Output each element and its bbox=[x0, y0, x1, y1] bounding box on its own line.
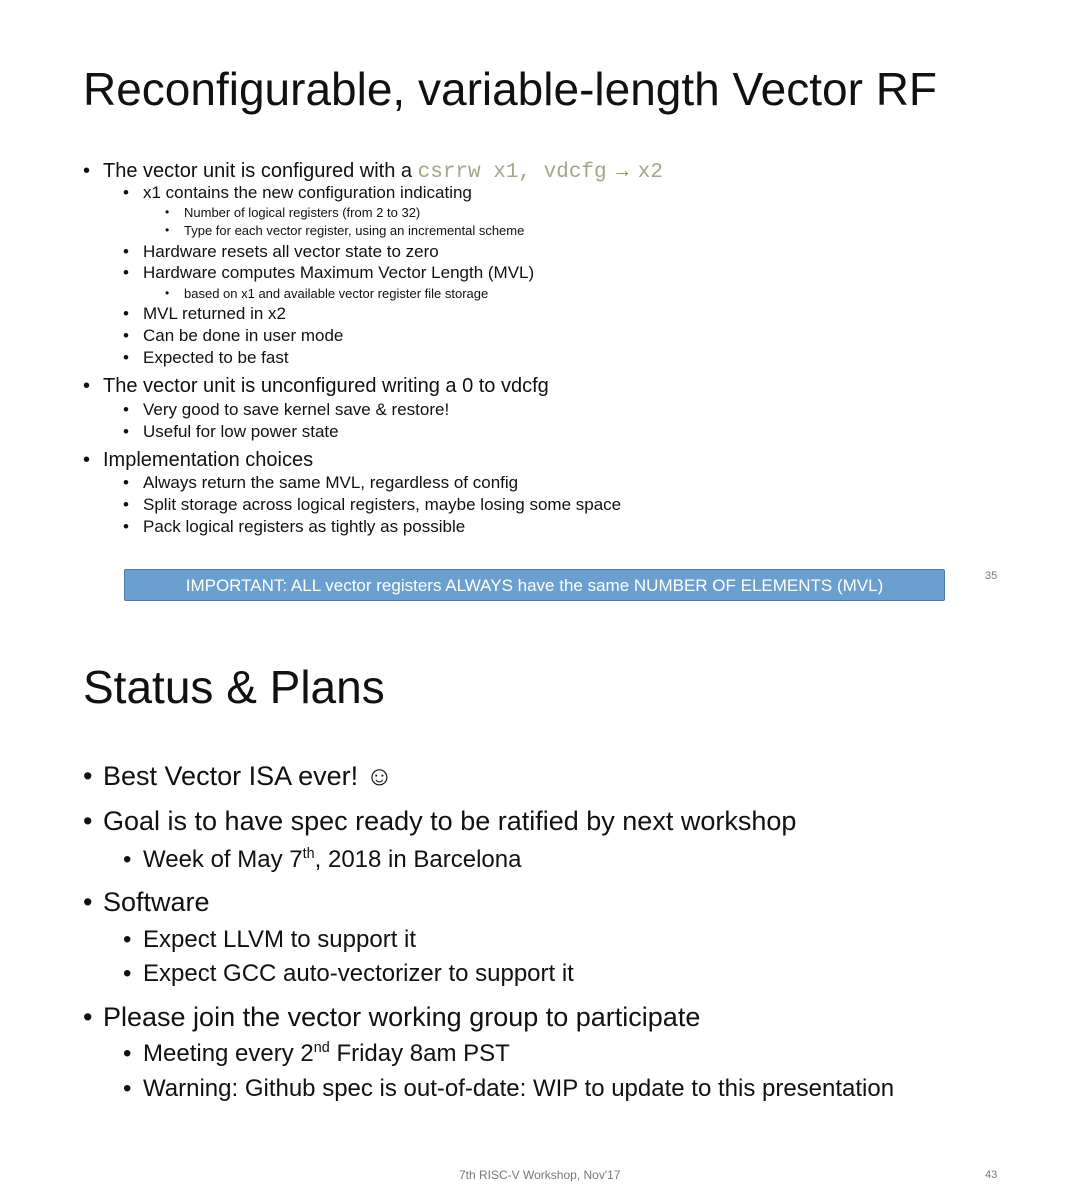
list-item: • Best Vector ISA ever! ☺ bbox=[103, 760, 796, 805]
bullet-list bbox=[103, 159, 663, 186]
bullet-list bbox=[103, 448, 313, 474]
list-item: • Type for each vector register, using an incremental scheme bbox=[184, 223, 524, 241]
list-item: • Expect GCC auto-vectorizer to support it bbox=[143, 960, 574, 994]
important-callout: IMPORTANT: ALL vector registers ALWAYS have the same NUMBER OF ELEMENTS (MVL) bbox=[124, 569, 945, 601]
page-number: 43 bbox=[985, 1169, 998, 1181]
list-item: • Software bbox=[103, 886, 210, 926]
list-item: • Can be done in user mode bbox=[143, 326, 343, 348]
slide-title: Reconfigurable, variable-length Vector RF bbox=[83, 63, 938, 115]
sub-bullet-list bbox=[143, 1040, 894, 1110]
sub-sub-bullet-list bbox=[184, 205, 524, 241]
list-item: • MVL returned in x2 bbox=[143, 304, 343, 326]
sub-bullet-list bbox=[143, 846, 521, 886]
list-item: • The vector unit is unconfigured writing a 0 to vdcfg bbox=[103, 374, 549, 400]
list-item: • Implementation choices bbox=[103, 448, 313, 474]
list-item: • Expect LLVM to support it bbox=[143, 926, 574, 960]
bullet-list bbox=[103, 1001, 700, 1039]
page-number: 35 bbox=[985, 570, 998, 582]
code-snippet: csrrw x1, vdcfg bbox=[417, 161, 607, 184]
slide-title: Status & Plans bbox=[83, 661, 385, 713]
list-item: • Useful for low power state bbox=[143, 422, 449, 444]
list-item: • Always return the same MVL, regardless of config bbox=[143, 473, 621, 495]
slide-footer: 7th RISC-V Workshop, Nov'17 bbox=[459, 1168, 621, 1182]
list-item: • Goal is to have spec ready to be ratified by next workshop bbox=[103, 805, 796, 842]
list-item: • The vector unit is configured with a csrrw x1, vdcfg → x2 bbox=[103, 159, 663, 186]
bullet-list bbox=[103, 886, 210, 926]
code-target: x2 bbox=[637, 161, 663, 184]
list-item: • Split storage across logical registers, maybe losing some space bbox=[143, 495, 621, 517]
list-item: • Pack logical registers as tightly as possible bbox=[143, 517, 621, 539]
list-item: • Warning: Github spec is out-of-date: WIP to update to this presentation bbox=[143, 1075, 894, 1110]
slide-status-plans bbox=[0, 615, 1081, 1200]
arrow-icon: → bbox=[612, 160, 633, 182]
list-item: • Hardware resets all vector state to zero bbox=[143, 242, 534, 263]
sub-bullet-list bbox=[143, 242, 534, 284]
sub-bullet-list bbox=[143, 473, 621, 539]
list-item: • Meeting every 2nd Friday 8am PST bbox=[143, 1040, 894, 1075]
list-item: • Expected to be fast bbox=[143, 348, 343, 370]
sub-bullet-list bbox=[143, 400, 449, 444]
list-item: • Hardware computes Maximum Vector Length (MVL) bbox=[143, 263, 534, 284]
bullet-list bbox=[103, 760, 796, 842]
sub-sub-bullet-list bbox=[184, 286, 488, 304]
list-item: • Week of May 7th, 2018 in Barcelona bbox=[143, 846, 521, 886]
sub-bullet-list bbox=[143, 183, 472, 205]
list-item: • Please join the vector working group to participate bbox=[103, 1001, 700, 1039]
sub-bullet-list bbox=[143, 304, 343, 370]
list-item: • x1 contains the new configuration indicating bbox=[143, 183, 472, 205]
bullet-list bbox=[103, 374, 549, 400]
list-item: • Very good to save kernel save & restore! bbox=[143, 400, 449, 422]
sub-bullet-list bbox=[143, 926, 574, 994]
list-item: • based on x1 and available vector register file storage bbox=[184, 286, 488, 304]
list-item: • Number of logical registers (from 2 to 32) bbox=[184, 205, 524, 223]
